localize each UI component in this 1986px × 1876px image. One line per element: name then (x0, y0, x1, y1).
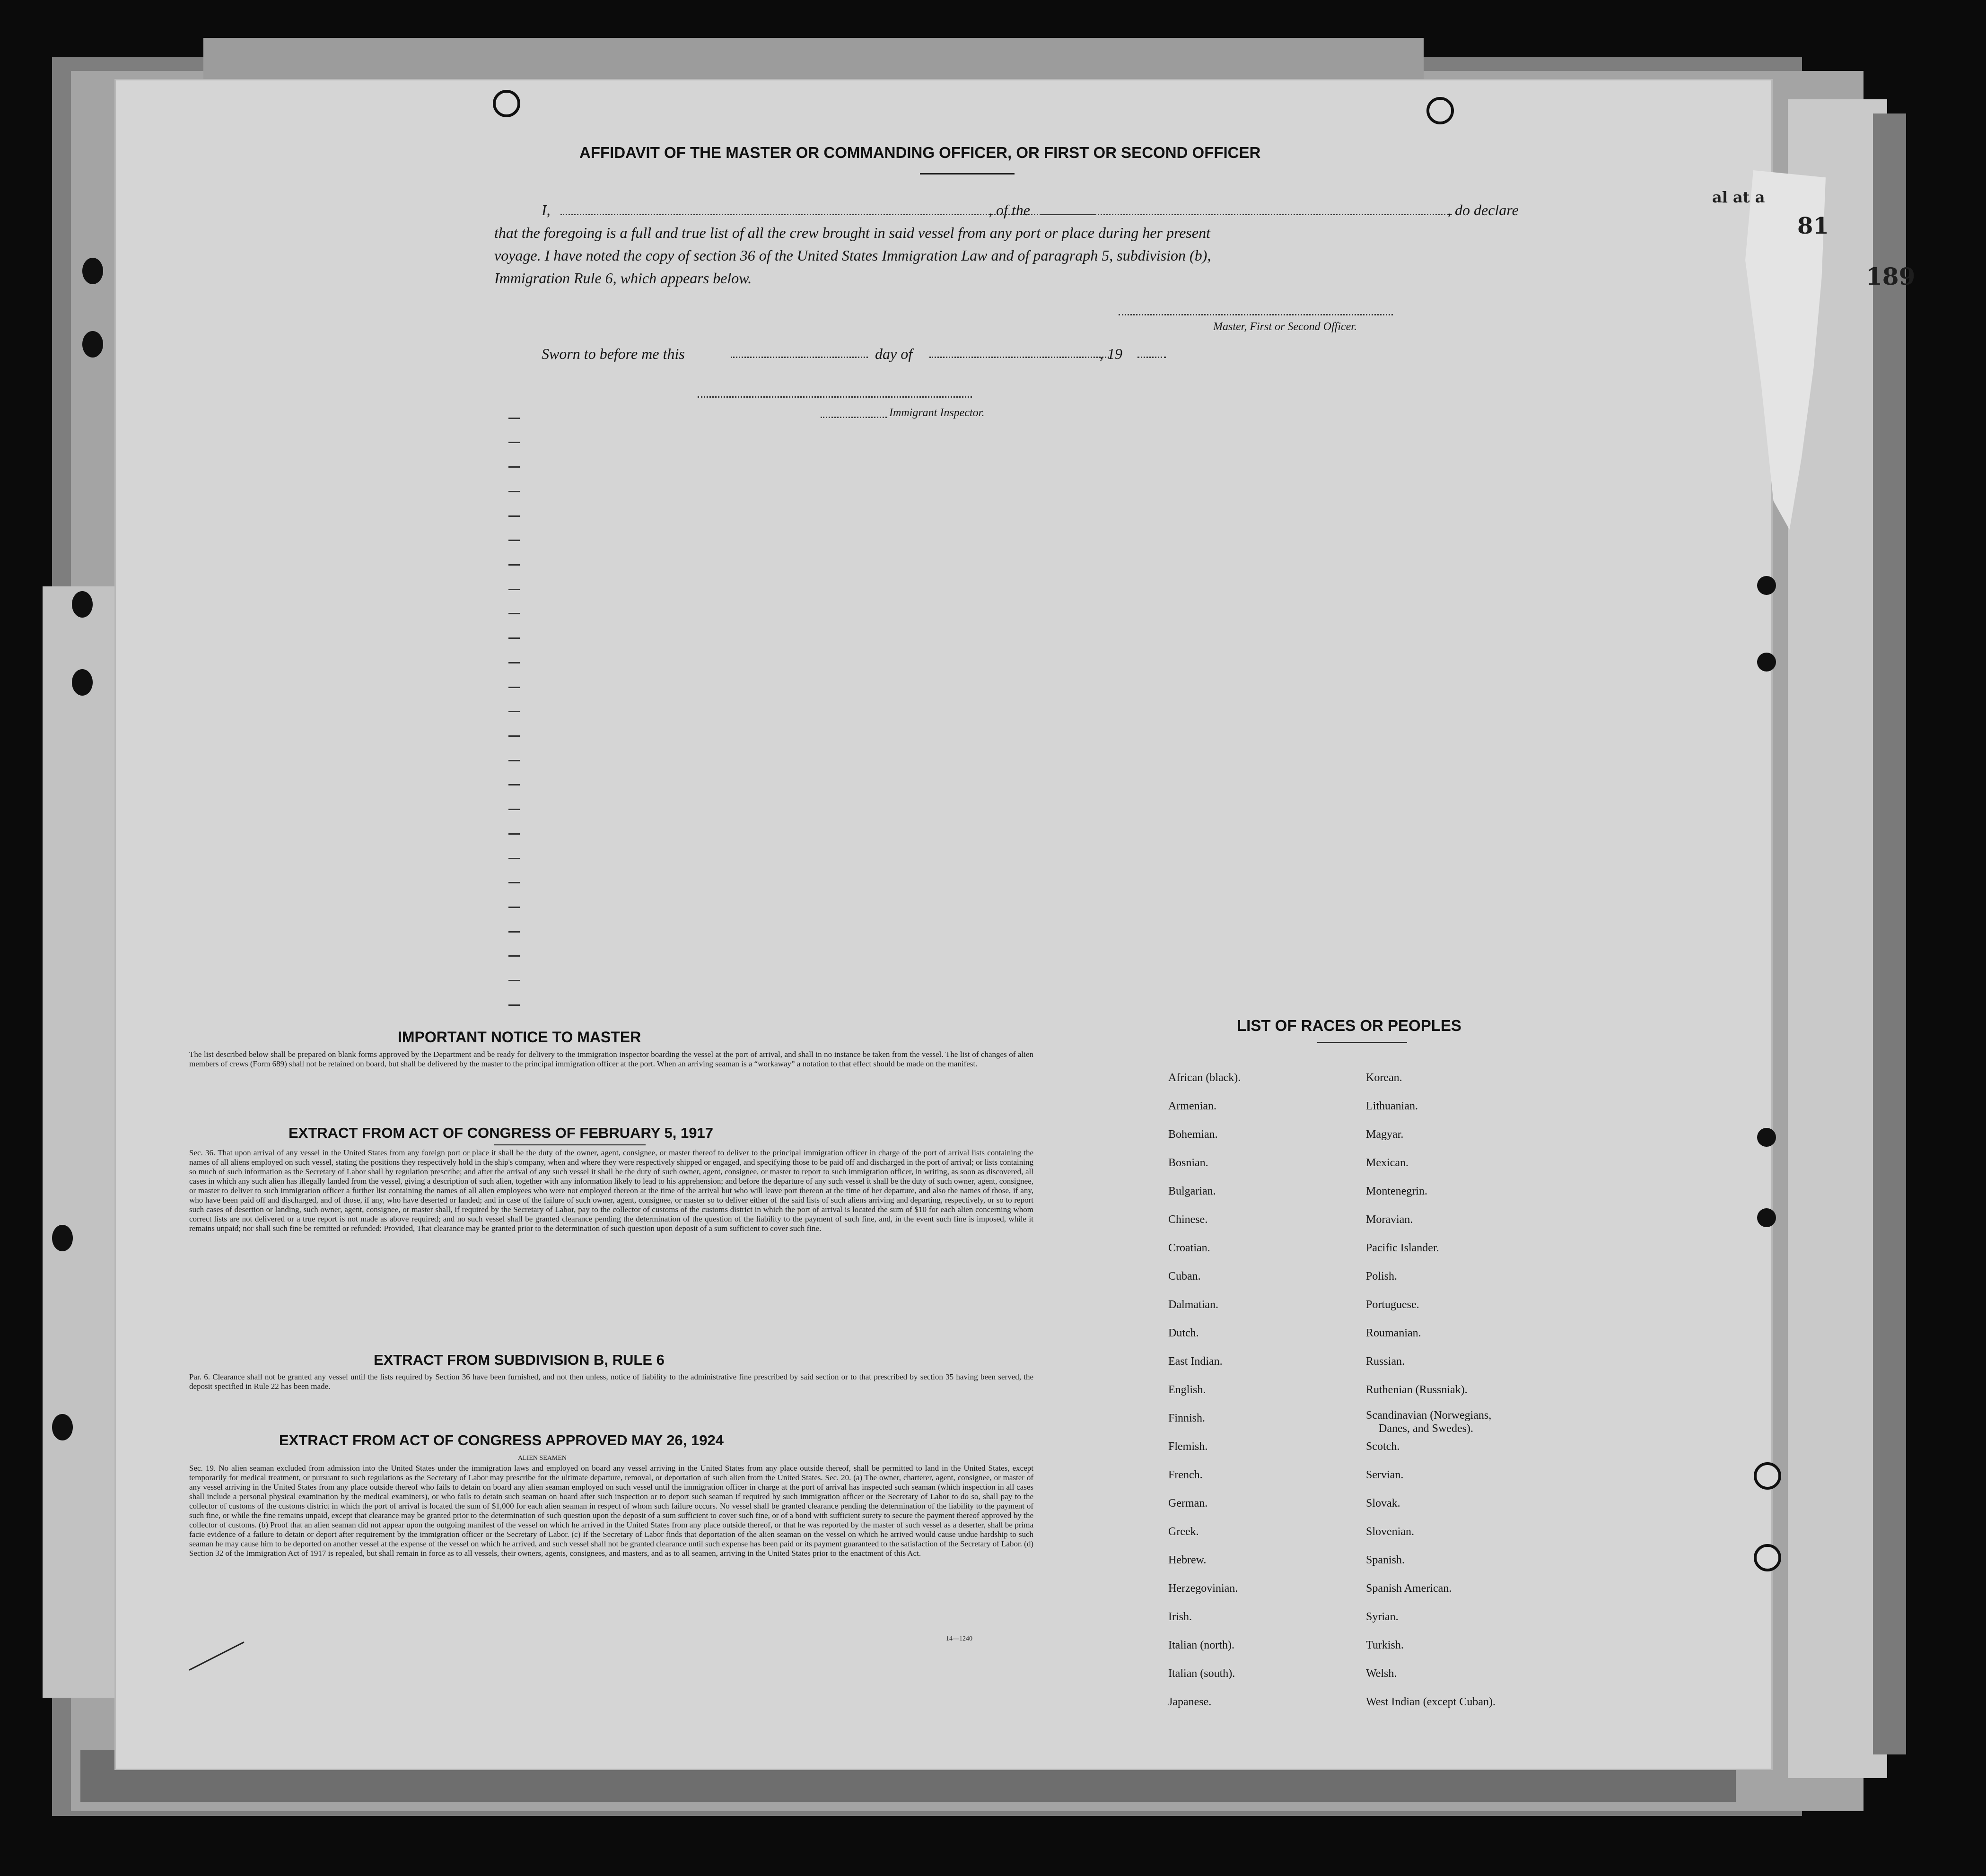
notice-title: IMPORTANT NOTICE TO MASTER (398, 1029, 641, 1046)
affidavit-title: AFFIDAVIT OF THE MASTER OR COMMANDING OFFICER, OR FIRST OR SECOND OFFICER (579, 144, 1261, 161)
binder-hole (82, 258, 103, 284)
binder-hole (52, 1414, 73, 1440)
race-left: African (black). (1168, 1072, 1241, 1084)
race-right: Lithuanian. (1366, 1100, 1418, 1112)
margin-tick (508, 491, 520, 492)
race-left: Dutch. (1168, 1327, 1199, 1339)
extract-rule6-title: EXTRACT FROM SUBDIVISION B, RULE 6 (374, 1352, 665, 1368)
race-left: Herzegovinian. (1168, 1582, 1238, 1595)
page-number-189: 189 (1866, 262, 1916, 290)
race-right: West Indian (except Cuban). (1366, 1696, 1496, 1708)
race-right: Russian. (1366, 1355, 1405, 1368)
binder-hole-top-right (1426, 97, 1454, 124)
extract-1924-title: EXTRACT FROM ACT OF CONGRESS APPROVED MAY 26, 1924 (279, 1432, 724, 1448)
race-right-continued: Danes, and Swedes). (1379, 1422, 1473, 1435)
margin-tick (508, 540, 520, 541)
sworn-day-field[interactable] (731, 357, 868, 358)
race-left: German. (1168, 1497, 1208, 1510)
margin-tick (508, 662, 520, 663)
race-right: Portuguese. (1366, 1299, 1419, 1311)
extract-1917-body: Sec. 36. That upon arrival of any vessel in the United States from any foreign port or place it shall be the duty of the owner, agent, consignee, or master thereof to deliver to the principal immigration officer in charge of the port of arrival lists containing the names of all aliens employed on such vessel, stating the positions they respectively hold in the ship's company, when and where they were respectively shipped or engaged, and specifying those to be paid off and discharged in the port of arrival; or lists containing so much of such information as the Secretary of Labor shall by regulation prescribe; and after the arrival of any such vessel it shall be the duty of such owner, agent, consignee, or master to report to such immigration officer, in writing, as soon as discovered, all cases in which any such alien has illegally landed from the vessel, giving a description of such alien, together with any information likely to lead to his apprehension; and before the departure of any such vessel it shall be the duty of such owner, agent, consignee, or master to deliver to such immigration officer a further list containing the names of all alien employees who were not employed thereon at the time of the arrival but who will leave port thereon at the time of her departure, and also the names of those, if any, who have been paid off and discharged, and of those, if any, who have deserted or landed; and in case of the failure of such owner, agent, consignee, or master so to deliver either of the said lists of such aliens arriving and departing, respectively, or so to report such cases of desertion or landing, such owner, agent, consignee, or master shall, if required by the Secretary of Labor, pay to the collector of customs of the customs district in which the port of arrival is located the sum of $10 for each alien concerning whom correct lists are not delivered or a true report is not made as above required; and no such vessel shall be granted clearance pending the determination of the question of the liability to the payment of such fine, and, in the event such fine is imposed, while it remains unpaid; nor shall such fine be remitted or refunded: Provided, That clearance may be granted prior to the determination of such question upon deposit of a sum sufficient to cover such fine. (189, 1148, 1033, 1233)
binder-hole (52, 1225, 73, 1251)
race-left: Italian (north). (1168, 1639, 1234, 1651)
race-right: Moravian. (1366, 1213, 1413, 1226)
race-left: Chinese. (1168, 1213, 1208, 1226)
margin-tick (508, 784, 520, 785)
binder-hole-bottom-right (1754, 1462, 1781, 1490)
sworn-prefix: Sworn to before me this (542, 345, 685, 362)
margin-tick (508, 564, 520, 566)
affidavit-title-rule (920, 173, 1015, 175)
race-left: Japanese. (1168, 1696, 1212, 1708)
margin-tick (508, 711, 520, 712)
margin-tick (508, 466, 520, 468)
extract-1924-subtitle: ALIEN SEAMEN (518, 1455, 567, 1462)
race-left: Finnish. (1168, 1412, 1206, 1424)
race-right: Ruthenian (Russniak). (1366, 1384, 1468, 1396)
race-right: Spanish. (1366, 1554, 1405, 1566)
affidavit-line-4: Immigration Rule 6, which appears below. (494, 270, 752, 287)
binder-hole (1757, 1128, 1776, 1147)
margin-tick (508, 907, 520, 908)
race-right: Magyar. (1366, 1128, 1404, 1141)
binder-hole-bottom-right (1754, 1544, 1781, 1571)
margin-tick (508, 955, 520, 957)
affidavit-i: I, (542, 201, 551, 218)
race-left: Greek. (1168, 1526, 1199, 1538)
race-left: English. (1168, 1384, 1206, 1396)
vessel-name-field[interactable] (1041, 214, 1452, 215)
margin-tick (508, 442, 520, 443)
sworn-year-field[interactable] (1137, 357, 1166, 358)
extract-1924-body: Sec. 19. No alien seaman excluded from admission into the United States under the immigration laws and employed on board any vessel arriving in the United States from any place outside thereof, shall be permitted to land in the United States, except temporarily for medical treatment, or pursuant to such regulations as the Secretary of Labor may prescribe for the ultimate departure, removal, or deportation of such alien from the United States. Sec. 20. (a) The owner, charterer, agent, consignee, or master of any vessel arriving in the United States from any place outside thereof who fails to detain on board any alien seaman employed on such vessel until the immigration officer in charge at the port of arrival has inspected such seaman (which inspection in all cases shall include a personal physical examination by the medical examiners), or who fails to detain such seaman on board after such inspection or to deport such seaman if required by such immigration officer or the Secretary of Labor to do so, shall pay to the collector of customs of the customs district in which the port of arrival is located the sum of $1,000 for each alien seaman in respect of whom such failure occurs. No vessel shall be granted clearance pending the determination of the liability to the payment of such fine, or while the fine remains unpaid, except that clearance may be granted prior to the determination of such question upon the deposit of a sum sufficient to cover such fine, or of a bond with sufficient surety to secure the payment thereof approved by the collector of customs. (b) Proof that an alien seaman did not appear upon the outgoing manifest of the vessel on which he arrived in the United States from any place outside thereof, or that he was reported by the master of such vessel as a deserter, shall be prima facie evidence of a failure to detain or deport after requirement by the immigration officer or the Secretary of Labor. (c) If the Secretary of Labor finds that deportation of the alien seaman on the vessel on which he arrived would cause undue hardship to such seaman he may cause him to be deported on another vessel at the expense of the vessel on which he arrived, and such vessel shall not be granted clearance until such expense has been paid or its payment guaranteed to the satisfaction of the Secretary of Labor. (d) Section 32 of the Immigration Act of 1917 is repealed, but shall remain in force as to all vessels, their owners, agents, consignees, and masters, and as to all seamen, arriving in the United States prior to the enactment of this Act. (189, 1464, 1033, 1558)
master-signature-field[interactable] (1119, 314, 1393, 315)
race-left: Armenian. (1168, 1100, 1216, 1112)
inspector-signature-field[interactable] (698, 396, 972, 398)
binder-hole (1757, 653, 1776, 672)
race-left: East Indian. (1168, 1355, 1223, 1368)
margin-tick (508, 637, 520, 639)
margin-tick (508, 589, 520, 590)
race-right: Servian. (1366, 1469, 1404, 1481)
race-right: Welsh. (1366, 1667, 1397, 1680)
sworn-year-prefix: , 19 (1100, 345, 1122, 362)
extract-1917-rule (494, 1144, 646, 1145)
binder-hole (1757, 576, 1776, 595)
binder-hole (82, 331, 103, 358)
race-left: Bohemian. (1168, 1128, 1218, 1141)
binder-hole-top-left (493, 90, 520, 117)
race-right: Scandinavian (Norwegians, (1366, 1409, 1492, 1422)
margin-tick (508, 418, 520, 419)
affidavit-line-3: voyage. I have noted the copy of section 36 of the United States Immigration Law and of paragraph 5, subdivision (b), (494, 247, 1211, 264)
notice-body: The list described below shall be prepared on blank forms approved by the Department and be ready for delivery to the immigration inspector boarding the vessel at the port of arrival, and shall in no instance be taken from the vessel. The list of changes of alien members of crews (Form 689) shall not be retained on board, but shall be delivered by the master to the principal immigration officer at the port. When an arriving seaman is a “workaway” a notation to that effect should be made on the manifest. (189, 1050, 1033, 1068)
margin-tick (508, 980, 520, 981)
race-right: Spanish American. (1366, 1582, 1452, 1595)
underlying-page-fragment: al at a (1712, 188, 1765, 206)
extract-rule6-body: Par. 6. Clearance shall not be granted any vessel until the lists required by Section 36 have been furnished, and not then unless, notice of liability to the administrative fine prescribed by said section or to that prescribed by section 35 having been served, the deposit specified in Rule 22 has been made. (189, 1372, 1033, 1391)
manifest-sheet (116, 80, 1771, 1769)
inspector-station-field[interactable] (821, 417, 887, 418)
race-right: Pacific Islander. (1366, 1242, 1439, 1254)
margin-tick (508, 858, 520, 859)
master-signature-label: Master, First or Second Officer. (1213, 321, 1357, 333)
margin-tick (508, 833, 520, 835)
page-number-81: 81 (1797, 213, 1829, 239)
race-right: Syrian. (1366, 1611, 1399, 1623)
race-left: Cuban. (1168, 1270, 1201, 1283)
binder-hole (72, 591, 93, 618)
race-left: Hebrew. (1168, 1554, 1207, 1566)
race-left: French. (1168, 1469, 1203, 1481)
race-left: Dalmatian. (1168, 1299, 1218, 1311)
affidavit-line-2: that the foregoing is a full and true list of all the crew brought in said vessel from any port or place during her present (494, 224, 1210, 241)
binder-hole (1757, 1208, 1776, 1227)
race-right: Turkish. (1366, 1639, 1404, 1651)
race-right: Korean. (1366, 1072, 1402, 1084)
underlying-sheet-left (43, 586, 118, 1698)
margin-tick (508, 515, 520, 517)
race-left: Bulgarian. (1168, 1185, 1216, 1197)
form-number: 14—1240 (946, 1635, 972, 1642)
race-right: Roumanian. (1366, 1327, 1421, 1339)
affidavit-of-the: , of the (989, 201, 1030, 218)
races-title-rule (1317, 1042, 1407, 1043)
margin-tick (508, 882, 520, 883)
race-right: Slovenian. (1366, 1526, 1414, 1538)
race-right: Scotch. (1366, 1440, 1400, 1453)
sworn-day-of: day of (875, 345, 913, 362)
race-right: Polish. (1366, 1270, 1398, 1283)
race-right: Slovak. (1366, 1497, 1400, 1510)
race-left: Italian (south). (1168, 1667, 1235, 1680)
sworn-month-field[interactable] (929, 357, 1109, 358)
margin-tick (508, 931, 520, 933)
margin-tick (508, 687, 520, 688)
binder-hole (72, 669, 93, 696)
inspector-label: Immigrant Inspector. (889, 407, 985, 419)
margin-tick (508, 735, 520, 737)
race-left: Flemish. (1168, 1440, 1208, 1453)
race-right: Montenegrin. (1366, 1185, 1427, 1197)
race-left: Croatian. (1168, 1242, 1210, 1254)
affidavit-do-declare: , do declare (1447, 201, 1519, 218)
races-title: LIST OF RACES OR PEOPLES (1237, 1017, 1461, 1034)
race-right: Mexican. (1366, 1157, 1409, 1169)
race-left: Irish. (1168, 1611, 1192, 1623)
extract-1917-title: EXTRACT FROM ACT OF CONGRESS OF FEBRUARY 5, 1917 (289, 1125, 713, 1141)
margin-tick (508, 760, 520, 761)
margin-tick (508, 613, 520, 614)
margin-tick (508, 1004, 520, 1006)
race-left: Bosnian. (1168, 1157, 1208, 1169)
races-list (1168, 1059, 1641, 1721)
underlying-sheet-far-right (1873, 113, 1906, 1754)
margin-tick (508, 809, 520, 810)
